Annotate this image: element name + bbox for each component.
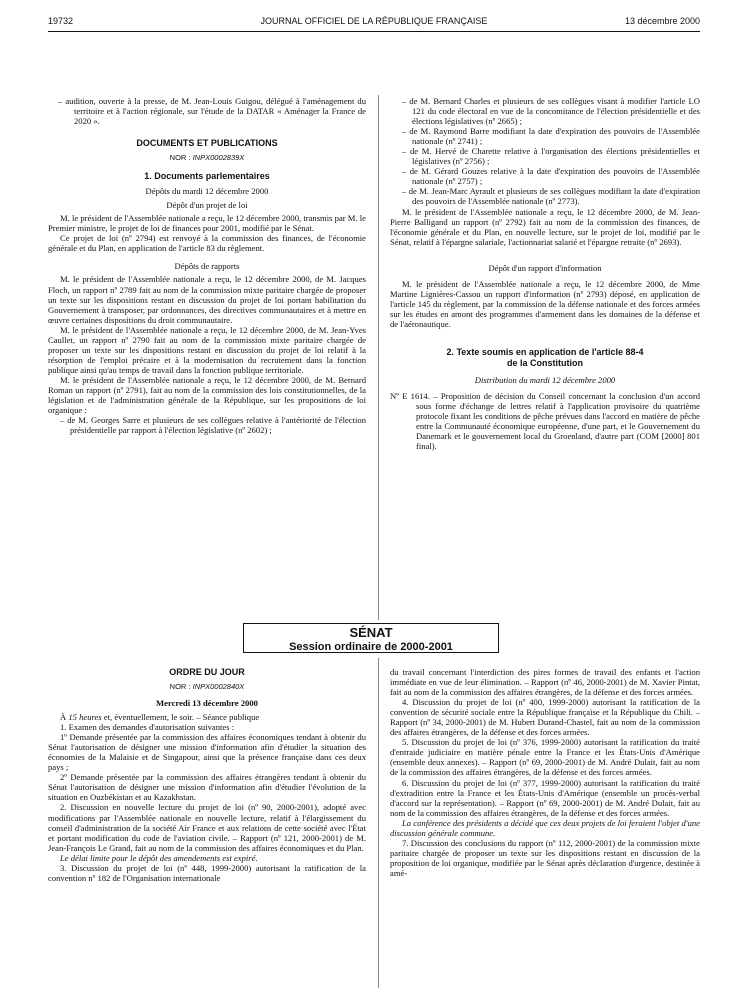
session-time: À 15 heures et, éventuellement, le soir. – Séance publique [60,712,260,723]
agenda-item: 6. Discussion du projet de loi (nº 377, 1999-2000) autorisant la ratification du traité d'extradition entre la France et les États-Unis d'Amérique (ensemble un procès-verbal d'accord sur la représentation). – Rapport (nº 69, 2000-2001) de M. André Dulait, fait au nom de la commission des affaires étrangères, de la défense et des forces armées. [390,777,700,818]
heading-rapport-information: Dépôt d'un rapport d'information [488,262,602,273]
agenda-note: La conférence des présidents a décidé que ces deux projets de loi feraient l'objet d'une discussion générale commune. [390,817,700,838]
subsection-title-documents: 1. Documents parlementaires [144,171,270,182]
running-header [48,16,700,30]
nor-reference: NOR : INPX0002840X [169,682,245,691]
audition-item: – audition, ouverte à la presse, de M. Jean-Louis Guigou, délégué à l'aménagement du territoire et à l'action régionale, sur l'étude de la DATAR « Aménager la France de 2020 ». [58,96,366,127]
column-divider-top [378,95,379,620]
agenda-item: 4. Discussion du projet de loi (nº 400, 1999-2000) autorisant la ratification de la convention de sécurité sociale entre la République française et la République du Chili. – Rapport (nº 34, 2000-2001) de M. Hubert Durand-Chastel, fait au nom de la commission des affaires étrangères, de la défense et des forces armées. [390,697,700,738]
e1614-item: Nº E 1614. – Proposition de décision du Conseil concernant la conclusion d'un accord sous forme d'échange de lettres relatif à l'application provisoire du quatrième protocole fixant les conditions de pêche prévues dans l'accord en matière de pêche entre la Communauté économique européenne, d'une part, et le Gouvernement du Danemark et le gouvernement local du Groenland, d'autre part (COM [2000] 801 final). [390,391,700,452]
right-column-bottom [390,667,700,878]
header-rule [48,31,700,32]
list-item: – de M. Jean-Marc Ayrault et plusieurs de ses collègues modifiant la date d'expiration des pouvoirs de l'Assemblée nationale (nº 2773). [402,186,700,207]
senat-title: SÉNAT [349,625,393,640]
agenda-subitem: 2º Demande présentée par la commission des affaires étrangères tendant à obtenir du Sénat l'autorisation de désigner une mission d'information afin d'étudier l'évolution de la situation en Ouzbékistan et au Kazakhstan. [48,772,366,803]
paragraph: M. le président de l'Assemblée nationale a reçu, le 12 décembre 2000, de M. Jean-Yves Caullet, un rapport nº 2790 fait au nom de la commission mixte paritaire chargée de proposer un texte sur les dispositions restant en discussion du projet de loi relatif à la résorption de l'emploi précaire et à la modernisation du recrutement dans la fonction publique ainsi qu'au temps de travail dans la fonction publique territoriale. [48,324,366,375]
list-item: – de M. Bernard Charles et plusieurs de ses collègues visant à modifier l'article LO 121 du code électoral en vue de la concomitance de l'élection présidentielle et des élections législatives (nº 2665) ; [402,96,700,127]
list-item: – de M. Gérard Gouzes relative à la date d'expiration des pouvoirs de l'Assemblée nationale (nº 2757) ; [402,166,700,187]
paragraph: M. le président de l'Assemblée nationale a reçu, le 12 décembre 2000, de Mme Martine Lignières-Cassou un rapport d'information (nº 2793) déposé, en application de l'article 145 du règlement, par la commission de la défense nationale et des forces armées sur les études en amont des programmes d'armement dans les domaines de la défense et de l'aéronautique. [390,278,700,329]
agenda-item: 2. Discussion en nouvelle lecture du projet de loi (nº 90, 2000-2001), adopté avec modifications par l'Assemblée nationale en nouvelle lecture, relatif à l'élargissement du conseil d'administration de la société Air France et aux relations de cette société avec l'État et portant modification du code de l'aviation civile. – Rapport (nº 121, 2000-2001) de M. Jean-François Le Grand, fait au nom de la commission des affaires économiques et du Plan. [48,802,366,853]
agenda-continuation: du travail concernant l'interdiction des pires formes de travail des enfants et l'action immédiate en vue de leur élimination. – Rapport (nº 46, 2000-2001) de M. Xavier Pintat, fait au nom de la commission des affaires étrangères, de la défense et des forces armées. [390,667,700,698]
paragraph: M. le président de l'Assemblée nationale a reçu, le 12 décembre 2000, de M. Bernard Roman un rapport (nº 2791), fait au nom de la commission des lois constitutionnelles, de la législation et de l'administration générale de la République, sur les propositions de loi organique : [48,374,366,416]
heading-depots-rapports: Dépôts de rapports [174,261,240,272]
section-title: DOCUMENTS ET PUBLICATIONS [136,138,278,149]
list-item: – de M. Hervé de Charette relative à l'organisation des élections présidentielles et législatives (nº 2756) ; [402,146,700,167]
left-column-bottom [48,667,366,883]
agenda-item: 3. Discussion du projet de loi (nº 448, 1999-2000) autorisant la ratification de la convention nº 182 de l'Organisation internationale [48,862,366,883]
page-number: 19732 [48,16,74,26]
subsection-title-texte: 2. Texte soumis en application de l'article 88-4 de la Constitution [446,346,644,368]
paragraph: Ce projet de loi (nº 2794) est renvoyé à la commission des finances, de l'économie générale et du Plan, en application de l'article 83 du règlement. [48,233,366,254]
senat-session: Session ordinaire de 2000-2001 [289,641,453,653]
issue-date: 13 décembre 2000 [624,16,700,26]
agenda-note: Le délai limite pour le dépôt des amendements est expiré. [60,852,258,863]
right-column-top [390,96,700,451]
agenda-item: 5. Discussion du projet de loi (nº 376, 1999-2000) autorisant la ratification du traité d'entraide judiciaire en matière pénale entre la France et les États-Unis d'Amérique (ensemble deux annexes). – Rapport (nº 69, 2000-2001) de M. André Dulait, fait au nom de la commission des affaires étrangères, de la défense et des forces armées. [390,737,700,778]
depots-date: Dépôts du mardi 12 décembre 2000 [145,186,269,197]
list-item: – de M. Raymond Barre modifiant la date d'expiration des pouvoirs de l'Assemblée nationale (nº 2741) ; [402,126,700,147]
left-column-top [48,96,366,435]
distribution-date: Distribution du mardi 12 décembre 2000 [474,374,616,385]
heading-depot-projet: Dépôt d'un projet de loi [166,200,248,211]
agenda-item: 1. Examen des demandes d'autorisation suivantes : [60,722,235,733]
senat-banner [243,623,499,653]
agenda-day: Mercredi 13 décembre 2000 [156,698,258,708]
paragraph: M. le président de l'Assemblée nationale a reçu, le 12 décembre 2000, de M. Jacques Floch, un rapport nº 2789 fait au nom de la commission mixte paritaire chargée de proposer un texte sur les dispositions restant en discussion du projet de loi portant habilitation du Gouvernement à transposer, par ordonnances, des directives communautaires et à mettre en œuvre certaines dispositions du droit communautaire. [48,274,366,325]
list-item: – de M. Georges Sarre et plusieurs de ses collègues relative à l'antériorité de l'élection présidentielle par rapport à l'élection législative (nº 2602) ; [60,415,366,436]
agenda-item: 7. Discussion des conclusions du rapport (nº 112, 2000-2001) de la commission mixte paritaire chargée de proposer un texte sur les dispositions restant en discussion de la proposition de loi organique, modifiée par le Sénat après déclaration d'urgence, destinée à amé- [390,837,700,878]
paragraph: M. le président de l'Assemblée nationale a reçu, le 12 décembre 2000, transmis par M. le Premier ministre, le projet de loi de finances pour 2001, modifié par le Sénat. [48,213,366,234]
agenda-title: ORDRE DU JOUR [169,667,245,677]
nor-reference: NOR : INPX0002839X [169,153,245,163]
agenda-subitem: 1º Demande présentée par la commission des affaires économiques tendant à obtenir du Sénat l'autorisation de désigner une mission d'information afin d'étudier la situation des économies de la Malaisie et de Singapour, ainsi que la présence française dans ces deux pays ; [48,732,366,773]
column-divider-bottom [378,658,379,988]
journal-title: JOURNAL OFFICIEL DE LA RÉPUBLIQUE FRANÇAISE [260,16,488,26]
paragraph: M. le président de l'Assemblée nationale a reçu, le 12 décembre 2000, de M. Jean-Pierre Balligand un rapport (nº 2792) fait au nom de la commission des finances, de l'économie générale et du Plan, en nouvelle lecture, sur le projet de loi, modifié par le Sénat, relatif à l'épargne salariale, l'actionnariat salarié et l'épargne retraite (nº 2693). [390,206,700,247]
